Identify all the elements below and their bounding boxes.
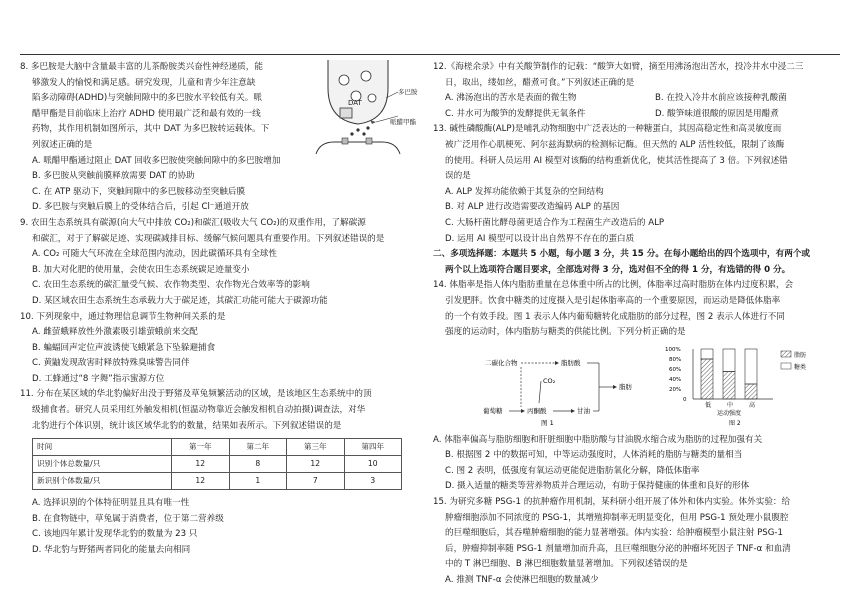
header-rule (20, 54, 840, 55)
fig2-legend-sugar: 糖类 (794, 363, 807, 371)
q14-option-b: B. 根据图 2 中的数据可知，中等运动强度时，人体消耗的脂肪与糖类的量相当 (445, 450, 743, 461)
q15-line: 肿瘤细胞添加不同浓度的 PSG-1，其增殖抑制率无明显变化，但用 PSG-1 预处理小鼠腹腔 (445, 512, 789, 523)
table-cell: 7 (287, 473, 345, 490)
dopamine-label: 多巴胺 (398, 88, 418, 96)
q14-line: 14. 体脂率是指人体内脂肪重量在总体重中所占的比例，体脂率过高时脂肪在体内过度积累，会 (433, 280, 794, 291)
fig2-ytick: 60% (669, 366, 682, 373)
q10-option-b: B. 蝙蝠回声定位声波诱使飞蛾紧急下坠躲避捕食 (32, 342, 216, 353)
q9-line: 和碳汇，对于了解碳足迹、实现碳减排目标、缓解气候问题具有重要作用。下列叙述错误的是 (32, 233, 385, 244)
fig1-glycerol: 甘油 (577, 406, 590, 415)
fig1-caption: 图 1 (541, 418, 554, 427)
survey-table (32, 438, 402, 490)
fig2-xtick: 高 (749, 401, 756, 409)
table-row (33, 473, 402, 490)
q9-option-d: D. 某区域农田生态系统生态承载力大于碳足迹，其碳汇功能可能大于碳源功能 (32, 295, 328, 306)
table-header-cell: 第一年 (172, 439, 230, 456)
fig2-bar-sugar (745, 349, 757, 384)
table-header-row (33, 439, 402, 456)
table-cell: 12 (172, 456, 230, 473)
q14-line: 引发肥胖。饮食中糖类的过度摄入是引起体脂率高的一个重要原因，而运动是降低体脂率 (445, 295, 781, 306)
q14-option-c: C. 图 2 表明，低强度有氧运动更能促进脂肪氧化分解，降低体脂率 (445, 465, 700, 476)
fig2-xlabel: 运动强度 (717, 409, 742, 417)
section-multiple-choice (433, 247, 843, 278)
fig2-ytick: 40% (669, 376, 682, 383)
fig2-ytick: 100% (665, 346, 681, 353)
q10-line: 10. 下列现象中，通过物理信息调节生物种间关系的是 (20, 311, 226, 322)
q13-option-a: A. ALP 发挥功能依赖于其复杂的空间结构 (445, 186, 604, 197)
table-cell: 3 (344, 473, 402, 490)
q13-option-d: D. 运用 AI 模型可以设计出自然界不存在的蛋白质 (445, 233, 635, 244)
question-11 (20, 387, 420, 558)
q15-line: 后，肿瘤抑制率随 PSG-1 剂量增加而升高，且巨噬细胞分泌的肿瘤坏死因子 TNF-α 和血清 (445, 543, 791, 554)
q8-line: 陷多动障碍(ADHD)与突触间隙中的多巴胺水平较低有关。哌 (32, 93, 262, 104)
q9-option-b: B. 加大对化肥的使用量，会使农田生态系统碳足迹量变小 (32, 264, 250, 275)
question-15 (433, 495, 843, 589)
table-header-cell: 第三年 (287, 439, 345, 456)
q13-option-b: B. 对 ALP 进行改造需要改造编码 ALP 的基因 (445, 202, 620, 213)
q12-option-b: B. 在投入冷井水前应该接种乳酸菌 (655, 93, 787, 104)
q11-option-b: B. 在食物链中，草兔属于消费者，位于第二营养级 (32, 513, 224, 524)
fig2-ytick: 20% (669, 386, 682, 393)
q8-line: 8. 多巴胺是大脑中含量最丰富的儿茶酚胺类兴奋性神经递质，能 (20, 62, 263, 72)
q13-option-c: C. 大肠杆菌比酵母菌更适合作为工程菌生产改造后的 ALP (445, 217, 665, 228)
fig1-two-carbon: 二碳化合物 (485, 358, 518, 367)
fig1-fatty-acid: 脂肪酸 (561, 358, 581, 367)
q11-option-d: D. 华北豹与野猪两者同化的能量去向相同 (32, 545, 191, 556)
fig2-legend-fat: 脂肪 (794, 351, 807, 359)
q8-option-b: B. 多巴胺从突触前膜释放需要 DAT 的协助 (32, 171, 195, 182)
fig2-bar-fat (701, 359, 713, 399)
q9-option-a: A. CO₂ 可随大气环流在全球范围内流动，因此碳循环具有全球性 (32, 249, 277, 260)
q15-line: 的巨噬细胞后，其吞噬肿瘤细胞的能力显著增强。体内实验：给肿瘤模型小鼠注射 PSG-1 (445, 528, 783, 539)
figure-1-pathway (481, 343, 671, 427)
table-cell: 识别个体总数量/只 (33, 456, 172, 473)
q12-option-d: D. 酸笋味道很酸的原因是用醋煮 (655, 108, 779, 119)
drug-label: 哌醋甲酯 (390, 118, 416, 126)
q11-option-c: C. 该地四年累计发现华北豹的数量为 23 只 (32, 529, 198, 540)
figure-2-bar-chart (663, 343, 833, 427)
q8-line: 醋甲酯是目前临床上治疗 ADHD 使用最广泛和最有效的一线 (32, 108, 261, 119)
table-cell: 10 (344, 456, 402, 473)
fig2-ytick: 80% (669, 356, 682, 363)
table-cell: 1 (229, 473, 287, 490)
question-9 (20, 216, 420, 310)
q13-line: 误的是 (445, 171, 471, 182)
q14-line: 的一个有效手段。图 1 表示人体内葡萄糖转化成脂肪的部分过程，图 2 表示人体进行不同 (445, 311, 785, 322)
q15-option-a: A. 推测 TNF-α 会使淋巴细胞的数量减少 (445, 575, 599, 586)
question-10 (20, 310, 420, 388)
table-cell: 新识别个体数量/只 (33, 473, 172, 490)
question-13 (433, 122, 843, 247)
q14-line: 强度的运动时，体内脂肪与糖类的供能比例。下列分析正确的是 (445, 327, 686, 338)
q11-line: 11. 分布在某区域的华北豹偏好出没于野猪及草兔频繁活动的区域，是该地区生态系统中的顶 (20, 389, 372, 400)
fig2-legend-sugar-swatch (781, 363, 791, 369)
table-cell: 8 (229, 456, 287, 473)
q14-figures (433, 343, 843, 429)
q13-line: 的使用。科研人员运用 AI 模型对该酶的结构重新优化，使其活性提高了 3 倍。下列叙述错 (445, 155, 788, 166)
table-cell: 12 (287, 456, 345, 473)
q10-option-a: A. 雌萤蛾释放性外激素吸引雄萤蛾前来交配 (32, 327, 198, 338)
question-8 (20, 60, 420, 216)
question-14 (433, 278, 843, 495)
fig2-xtick: 中 (727, 401, 734, 409)
table-row (33, 456, 402, 473)
q12-option-a: A. 沸汤泡出的苦水是表面的微生物 (445, 93, 577, 104)
q9-line: 9. 农田生态系统具有碳源(向大气中排放 CO₂)和碳汇(吸收大气 CO₂)的双重作用，了解碳源 (20, 217, 366, 228)
question-12 (433, 60, 843, 122)
fig2-bar-sugar (723, 349, 735, 372)
synapse-figure (310, 58, 420, 156)
fig1-co2: CO₂ (543, 376, 556, 385)
q12-line: 12.《海槎余录》中有关酸笋制作的记载：“酸笋大如臂，摘至用沸汤泡出苦水，投冷井水中浸二三 (433, 62, 804, 72)
q10-option-d: D. 工蜂通过“8 字舞”指示蜜源方位 (32, 373, 165, 384)
fig1-fat: 脂肪 (619, 382, 632, 391)
q13-line: 被广泛用作心肌梗死、阿尔兹海默病的检测标记酶。但天然的 ALP 活性较低，限制了该酶 (445, 139, 785, 150)
table-header-cell: 时间 (33, 439, 172, 456)
q8-line: 列叙述正确的是 (32, 139, 93, 150)
q9-option-c: C. 农田生态系统的碳汇量受气候、农作物类型、农作物光合效率等的影响 (32, 280, 310, 291)
dat-label: DAT (348, 99, 362, 107)
fig2-legend-fat-swatch (781, 351, 791, 357)
q8-option-c: C. 在 ATP 驱动下，突触间隙中的多巴胺移动至突触后膜 (32, 186, 246, 197)
q8-option-a: A. 哌醋甲酯通过阻止 DAT 回收多巴胺使突触间隙中的多巴胺增加 (32, 155, 281, 166)
q15-line: 中的 T 淋巴细胞、B 淋巴细胞数量显著增加。下列叙述错误的是 (445, 559, 688, 570)
fig2-bar-fat (745, 384, 757, 399)
q12-line: 日，取出，缕如丝，醋煮可食。”下列叙述正确的是 (445, 77, 635, 88)
q8-option-d: D. 多巴胺与突触后膜上的受体结合后，引起 Cl⁻通道开放 (32, 202, 249, 213)
fig2-xtick: 低 (705, 401, 712, 409)
q11-line: 北豹进行个体识别，统计该区域华北豹的数量，结果如表所示。下列叙述错误的是 (32, 420, 342, 431)
table-header-cell: 第二年 (229, 439, 287, 456)
q10-option-c: C. 黄鼬发现敌害时释放特殊臭味警告同伴 (32, 358, 190, 369)
table-header-cell: 第四年 (344, 439, 402, 456)
q15-line: 15. 为研究多糖 PSG-1 的抗肿瘤作用机制，某科研小组开展了体外和体内实验。体外实验：给 (433, 497, 791, 508)
q8-line: 够激发人的愉悦和满足感。研究发现，儿童和青少年注意缺 (32, 77, 256, 88)
fig2-bar-sugar (701, 349, 713, 359)
q11-line: 级捕食者。研究人员采用红外触发相机(恒温动物靠近会触发相机自动拍摄)调查法，对华 (32, 405, 366, 416)
section2-line: 两个以上选项符合题目要求，全部选对得 3 分，选对但不全的得 1 分，有选错的得 0 分。 (445, 264, 791, 275)
q11-option-a: A. 选择识别的个体特征明显且具有唯一性 (32, 498, 190, 509)
q14-option-d: D. 摄入适量的糖类等营养物质并合理运动，有助于保持健康的体重和良好的形体 (445, 481, 750, 492)
fig1-pyruvate: 丙酮酸 (527, 406, 547, 415)
fig2-bar-fat (723, 371, 735, 399)
section2-line: 二、多项选择题：本题共 5 小题，每小题 3 分，共 15 分。在每小题给出的四个选项中，有两个或 (433, 249, 811, 260)
q12-option-c: C. 井水可为酸笋的发酵提供无氧条件 (445, 108, 586, 119)
q8-line: 药物，其作用机制如图所示，其中 DAT 为多巴胺转运载体。下 (32, 124, 270, 135)
fig2-caption: 图 2 (729, 419, 741, 427)
table-cell: 12 (172, 473, 230, 490)
q14-option-a: A. 体脂率偏高与脂肪细胞和肝脏细胞中脂肪酸与甘油脱水缩合成为脂肪的过程加强有关 (433, 434, 763, 445)
fig1-glucose: 葡萄糖 (483, 406, 503, 415)
fig2-ytick: 0 (683, 396, 687, 403)
right-column (433, 60, 843, 589)
left-column (20, 60, 420, 559)
q13-line: 13. 碱性磷酸酶(ALP)是哺乳动物细胞中广泛表达的一种糖蛋白，其因高稳定性和高灵敏度而 (433, 124, 782, 135)
